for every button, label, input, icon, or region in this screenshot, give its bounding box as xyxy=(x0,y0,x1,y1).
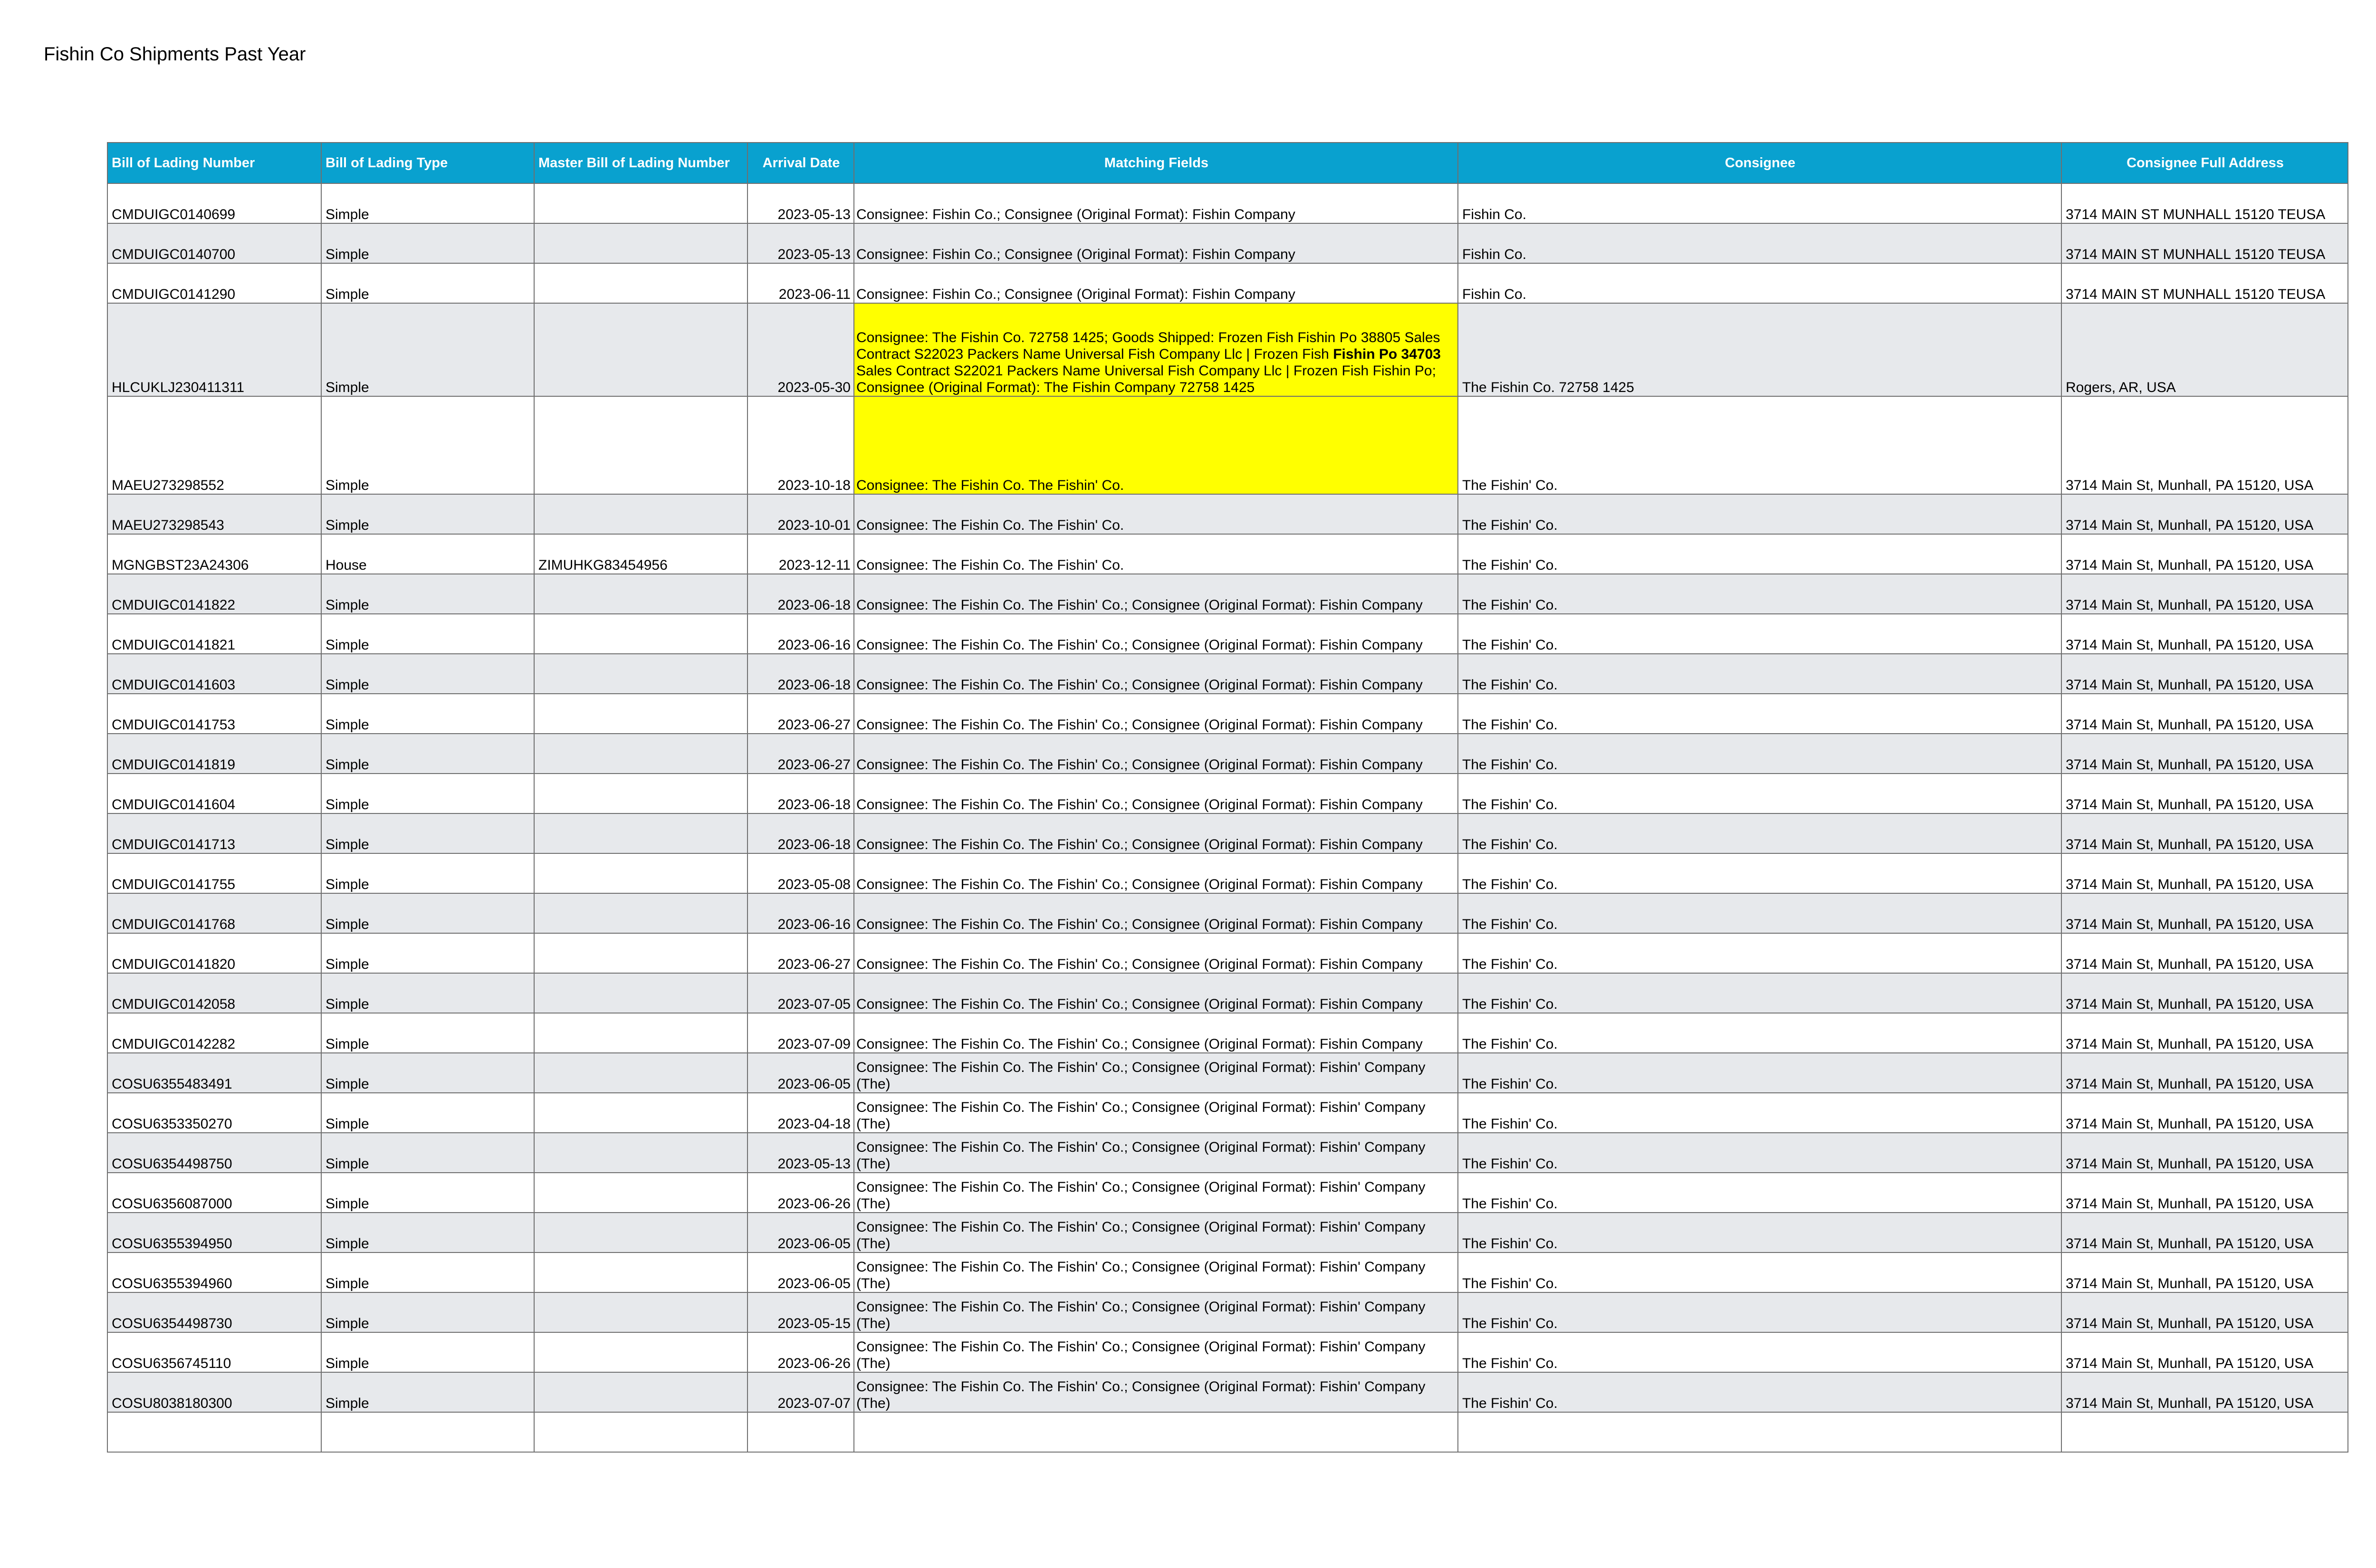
header-consignee[interactable]: Consignee xyxy=(1458,143,2061,183)
cell-arrival-date[interactable]: 2023-06-18 xyxy=(747,774,854,813)
header-arrival-date[interactable]: Arrival Date xyxy=(747,143,854,183)
cell-bol-type[interactable]: Simple xyxy=(321,1173,534,1213)
cell-matching-fields[interactable]: Consignee: Fishin Co.; Consignee (Original Format): Fishin Company xyxy=(854,183,1458,223)
cell-bol-type[interactable]: Simple xyxy=(321,1372,534,1412)
cell-master-bol[interactable] xyxy=(534,1372,747,1412)
cell-bol-type[interactable]: Simple xyxy=(321,1093,534,1133)
cell-consignee-address[interactable]: 3714 Main St, Munhall, PA 15120, USA xyxy=(2061,494,2348,534)
cell-consignee[interactable]: The Fishin' Co. xyxy=(1458,973,2061,1013)
cell-bol-type[interactable]: Simple xyxy=(321,774,534,813)
cell-consignee-address[interactable]: 3714 Main St, Munhall, PA 15120, USA xyxy=(2061,654,2348,694)
match-text: Sales Contract S22021 Packers Name Universal Fish Company Llc | Frozen Fish Fishin Po; Consignee (Original Format): The Fishin Company 72758 1425 xyxy=(856,363,1436,395)
cell-master-bol[interactable] xyxy=(534,973,747,1013)
cell-bol-number[interactable]: COSU6356745110 xyxy=(107,1332,321,1372)
cell-bol-type[interactable]: Simple xyxy=(321,1292,534,1332)
cell-bol-number[interactable]: CMDUIGC0141603 xyxy=(107,654,321,694)
cell-matching-fields[interactable]: Consignee: Fishin Co.; Consignee (Original Format): Fishin Company xyxy=(854,223,1458,263)
cell-bol-number[interactable]: CMDUIGC0141713 xyxy=(107,813,321,853)
cell-consignee-address[interactable]: 3714 Main St, Munhall, PA 15120, USA xyxy=(2061,774,2348,813)
table-row xyxy=(107,734,2348,774)
cell-arrival-date[interactable]: 2023-06-27 xyxy=(747,734,854,774)
cell-bol-number[interactable]: CMDUIGC0141819 xyxy=(107,734,321,774)
cell-bol-number[interactable]: CMDUIGC0141822 xyxy=(107,574,321,614)
cell-bol-number[interactable]: COSU6353350270 xyxy=(107,1093,321,1133)
cell-master-bol[interactable] xyxy=(534,1213,747,1252)
table-row xyxy=(107,534,2348,574)
cell-matching-fields[interactable]: Consignee: The Fishin Co. The Fishin' Co.; Consignee (Original Format): Fishin' Company (The) xyxy=(854,1053,1458,1093)
cell-master-bol[interactable] xyxy=(534,614,747,654)
cell-consignee[interactable]: The Fishin' Co. xyxy=(1458,1053,2061,1093)
cell-bol-type[interactable]: Simple xyxy=(321,1213,534,1252)
cell-master-bol[interactable]: ZIMUHKG83454956 xyxy=(534,534,747,574)
cell-arrival-date[interactable]: 2023-06-26 xyxy=(747,1332,854,1372)
table-row xyxy=(107,1292,2348,1332)
cell-arrival-date[interactable]: 2023-06-18 xyxy=(747,574,854,614)
cell-consignee-address[interactable]: 3714 Main St, Munhall, PA 15120, USA xyxy=(2061,534,2348,574)
table-row xyxy=(107,223,2348,263)
cell-consignee[interactable]: The Fishin' Co. xyxy=(1458,1332,2061,1372)
cell-bol-number[interactable]: CMDUIGC0140700 xyxy=(107,223,321,263)
cell-consignee-address[interactable]: 3714 Main St, Munhall, PA 15120, USA xyxy=(2061,1173,2348,1213)
cell-arrival-date[interactable]: 2023-05-13 xyxy=(747,1133,854,1173)
table-row xyxy=(107,853,2348,893)
cell-arrival-date[interactable]: 2023-07-09 xyxy=(747,1013,854,1053)
table-row xyxy=(107,1372,2348,1412)
cell-arrival-date[interactable]: 2023-07-05 xyxy=(747,973,854,1013)
cell-consignee[interactable]: The Fishin' Co. xyxy=(1458,1173,2061,1213)
cell-master-bol[interactable] xyxy=(534,263,747,303)
match-text-bold: Fishin Po 34703 xyxy=(1333,346,1441,362)
cell-consignee-address[interactable]: 3714 Main St, Munhall, PA 15120, USA xyxy=(2061,893,2348,933)
table-row xyxy=(107,654,2348,694)
cell-bol-type[interactable]: Simple xyxy=(321,654,534,694)
cell-arrival-date[interactable]: 2023-05-13 xyxy=(747,183,854,223)
cell-matching-fields[interactable]: Consignee: The Fishin Co. The Fishin' Co.; Consignee (Original Format): Fishin Company xyxy=(854,654,1458,694)
cell-consignee[interactable]: The Fishin' Co. xyxy=(1458,694,2061,734)
cell-bol-type[interactable]: Simple xyxy=(321,263,534,303)
cell-master-bol[interactable] xyxy=(534,694,747,734)
cell-bol-number[interactable]: COSU6355394950 xyxy=(107,1213,321,1252)
cell-master-bol[interactable] xyxy=(534,654,747,694)
cell-consignee-address[interactable]: 3714 Main St, Munhall, PA 15120, USA xyxy=(2061,574,2348,614)
cell-bol-number[interactable]: MAEU273298543 xyxy=(107,494,321,534)
cell-consignee[interactable]: Fishin Co. xyxy=(1458,223,2061,263)
cell-arrival-date[interactable]: 2023-06-26 xyxy=(747,1173,854,1213)
table-row xyxy=(107,1213,2348,1252)
table-row xyxy=(107,494,2348,534)
cell-bol-type[interactable]: Simple xyxy=(321,1332,534,1372)
cell-master-bol[interactable] xyxy=(534,893,747,933)
cell-matching-fields[interactable]: Consignee: The Fishin Co. The Fishin' Co.; Consignee (Original Format): Fishin Company xyxy=(854,1013,1458,1053)
cell-consignee-address[interactable]: 3714 MAIN ST MUNHALL 15120 TEUSA xyxy=(2061,183,2348,223)
table-row xyxy=(107,694,2348,734)
cell-bol-type[interactable]: Simple xyxy=(321,494,534,534)
cell-master-bol[interactable] xyxy=(534,1053,747,1093)
cell-bol-type[interactable]: Simple xyxy=(321,1013,534,1053)
cell-arrival-date[interactable]: 2023-05-08 xyxy=(747,853,854,893)
table-row xyxy=(107,614,2348,654)
table-header xyxy=(107,143,2348,183)
cell-matching-fields[interactable]: Consignee: The Fishin Co. The Fishin' Co.; Consignee (Original Format): Fishin Company xyxy=(854,933,1458,973)
cell-bol-number[interactable]: CMDUIGC0140699 xyxy=(107,183,321,223)
cell-consignee-address[interactable]: 3714 MAIN ST MUNHALL 15120 TEUSA xyxy=(2061,263,2348,303)
cell-master-bol[interactable] xyxy=(534,734,747,774)
cell-bol-number[interactable]: HLCUKLJ230411311 xyxy=(107,303,321,396)
table-row xyxy=(107,973,2348,1013)
cell-master-bol[interactable] xyxy=(534,774,747,813)
cell-matching-fields[interactable]: Consignee: Fishin Co.; Consignee (Original Format): Fishin Company xyxy=(854,263,1458,303)
cell-bol-type[interactable]: Simple xyxy=(321,1252,534,1292)
cell-matching-fields[interactable]: Consignee: The Fishin Co. The Fishin' Co.; Consignee (Original Format): Fishin Company xyxy=(854,813,1458,853)
cell-matching-fields-highlighted[interactable] xyxy=(854,303,1458,396)
cell-consignee-address[interactable]: 3714 Main St, Munhall, PA 15120, USA xyxy=(2061,734,2348,774)
cell-arrival-date[interactable]: 2023-07-07 xyxy=(747,1372,854,1412)
cell-master-bol[interactable] xyxy=(534,813,747,853)
cell-bol-type[interactable] xyxy=(321,1412,534,1452)
header-bol-type[interactable]: Bill of Lading Type xyxy=(321,143,534,183)
cell-consignee[interactable]: The Fishin Co. 72758 1425 xyxy=(1458,303,2061,396)
cell-consignee-address[interactable]: 3714 MAIN ST MUNHALL 15120 TEUSA xyxy=(2061,223,2348,263)
cell-matching-fields[interactable]: Consignee: The Fishin Co. The Fishin' Co.; Consignee (Original Format): Fishin Company xyxy=(854,973,1458,1013)
table-row xyxy=(107,1013,2348,1053)
cell-arrival-date[interactable]: 2023-12-11 xyxy=(747,534,854,574)
cell-matching-fields[interactable]: Consignee: The Fishin Co. The Fishin' Co.; Consignee (Original Format): Fishin' Company (The) xyxy=(854,1252,1458,1292)
cell-matching-fields[interactable]: Consignee: The Fishin Co. The Fishin' Co.; Consignee (Original Format): Fishin' Company (The) xyxy=(854,1332,1458,1372)
cell-bol-number[interactable]: CMDUIGC0141604 xyxy=(107,774,321,813)
cell-consignee[interactable]: The Fishin' Co. xyxy=(1458,853,2061,893)
cell-matching-fields[interactable]: Consignee: The Fishin Co. The Fishin' Co. xyxy=(854,534,1458,574)
table-row xyxy=(107,263,2348,303)
cell-matching-fields[interactable]: Consignee: The Fishin Co. The Fishin' Co.; Consignee (Original Format): Fishin' Company (The) xyxy=(854,1213,1458,1252)
cell-bol-number[interactable]: CMDUIGC0141753 xyxy=(107,694,321,734)
cell-bol-type[interactable]: Simple xyxy=(321,223,534,263)
cell-matching-fields-highlighted[interactable]: Consignee: The Fishin Co. The Fishin' Co. xyxy=(854,396,1458,494)
cell-bol-number[interactable]: CMDUIGC0141821 xyxy=(107,614,321,654)
cell-consignee[interactable]: The Fishin' Co. xyxy=(1458,1093,2061,1133)
cell-bol-type[interactable]: Simple xyxy=(321,813,534,853)
cell-matching-fields[interactable]: Consignee: The Fishin Co. The Fishin' Co.; Consignee (Original Format): Fishin' Company (The) xyxy=(854,1133,1458,1173)
cell-consignee[interactable]: The Fishin' Co. xyxy=(1458,1252,2061,1292)
cell-consignee[interactable]: The Fishin' Co. xyxy=(1458,1013,2061,1053)
cell-consignee-address[interactable]: 3714 Main St, Munhall, PA 15120, USA xyxy=(2061,1133,2348,1173)
cell-master-bol[interactable] xyxy=(534,933,747,973)
cell-consignee-address[interactable] xyxy=(2061,1412,2348,1452)
cell-arrival-date[interactable]: 2023-05-15 xyxy=(747,1292,854,1332)
cell-arrival-date[interactable]: 2023-05-30 xyxy=(747,303,854,396)
cell-matching-fields[interactable] xyxy=(854,1412,1458,1452)
cell-arrival-date[interactable]: 2023-06-05 xyxy=(747,1252,854,1292)
table-row xyxy=(107,1252,2348,1292)
cell-bol-number[interactable]: CMDUIGC0141768 xyxy=(107,893,321,933)
cell-consignee-address[interactable]: 3714 Main St, Munhall, PA 15120, USA xyxy=(2061,614,2348,654)
header-matching-fields[interactable]: Matching Fields xyxy=(854,143,1458,183)
cell-bol-number[interactable]: COSU6354498750 xyxy=(107,1133,321,1173)
cell-consignee-address[interactable]: 3714 Main St, Munhall, PA 15120, USA xyxy=(2061,973,2348,1013)
cell-bol-type[interactable]: Simple xyxy=(321,183,534,223)
cell-master-bol[interactable] xyxy=(534,574,747,614)
cell-consignee[interactable]: Fishin Co. xyxy=(1458,263,2061,303)
cell-arrival-date[interactable]: 2023-06-18 xyxy=(747,813,854,853)
cell-matching-fields[interactable]: Consignee: The Fishin Co. The Fishin' Co.; Consignee (Original Format): Fishin Company xyxy=(854,774,1458,813)
table-row xyxy=(107,183,2348,223)
cell-bol-type[interactable]: Simple xyxy=(321,614,534,654)
cell-bol-number[interactable]: COSU6356087000 xyxy=(107,1173,321,1213)
table-body xyxy=(107,183,2348,1452)
cell-bol-number[interactable]: MAEU273298552 xyxy=(107,396,321,494)
shipments-table xyxy=(107,142,2348,1453)
cell-bol-number[interactable]: CMDUIGC0142282 xyxy=(107,1013,321,1053)
cell-consignee-address[interactable]: 3714 Main St, Munhall, PA 15120, USA xyxy=(2061,1252,2348,1292)
header-consignee-address[interactable]: Consignee Full Address xyxy=(2061,143,2348,183)
table-row xyxy=(107,1173,2348,1213)
table-row xyxy=(107,1053,2348,1093)
cell-consignee-address[interactable]: 3714 Main St, Munhall, PA 15120, USA xyxy=(2061,1292,2348,1332)
cell-consignee[interactable]: The Fishin' Co. xyxy=(1458,933,2061,973)
cell-bol-number[interactable]: COSU6354498730 xyxy=(107,1292,321,1332)
cell-consignee[interactable]: Fishin Co. xyxy=(1458,183,2061,223)
table-row xyxy=(107,1093,2348,1133)
cell-arrival-date[interactable] xyxy=(747,1412,854,1452)
cell-arrival-date[interactable]: 2023-06-27 xyxy=(747,694,854,734)
header-master-bol[interactable]: Master Bill of Lading Number xyxy=(534,143,747,183)
cell-consignee[interactable]: The Fishin' Co. xyxy=(1458,534,2061,574)
cell-master-bol[interactable] xyxy=(534,183,747,223)
cell-matching-fields[interactable]: Consignee: The Fishin Co. The Fishin' Co.; Consignee (Original Format): Fishin Company xyxy=(854,853,1458,893)
table-row xyxy=(107,396,2348,494)
cell-consignee-address[interactable]: 3714 Main St, Munhall, PA 15120, USA xyxy=(2061,1213,2348,1252)
cell-consignee[interactable]: The Fishin' Co. xyxy=(1458,494,2061,534)
cell-bol-type[interactable]: Simple xyxy=(321,853,534,893)
cell-matching-fields[interactable]: Consignee: The Fishin Co. The Fishin' Co. xyxy=(854,494,1458,534)
cell-consignee-address[interactable]: 3714 Main St, Munhall, PA 15120, USA xyxy=(2061,853,2348,893)
cell-master-bol[interactable] xyxy=(534,1013,747,1053)
cell-consignee[interactable]: The Fishin' Co. xyxy=(1458,574,2061,614)
table-row xyxy=(107,1412,2348,1452)
cell-consignee[interactable] xyxy=(1458,1412,2061,1452)
cell-matching-fields[interactable]: Consignee: The Fishin Co. The Fishin' Co.; Consignee (Original Format): Fishin' Company (The) xyxy=(854,1093,1458,1133)
cell-matching-fields[interactable]: Consignee: The Fishin Co. The Fishin' Co.; Consignee (Original Format): Fishin' Company (The) xyxy=(854,1372,1458,1412)
cell-master-bol[interactable] xyxy=(534,494,747,534)
cell-matching-fields[interactable]: Consignee: The Fishin Co. The Fishin' Co.; Consignee (Original Format): Fishin Company xyxy=(854,734,1458,774)
cell-bol-number[interactable]: COSU6355483491 xyxy=(107,1053,321,1093)
cell-bol-type[interactable]: Simple xyxy=(321,303,534,396)
page-title: Fishin Co Shipments Past Year xyxy=(44,44,306,65)
cell-bol-type[interactable]: House xyxy=(321,534,534,574)
cell-matching-fields[interactable]: Consignee: The Fishin Co. The Fishin' Co.; Consignee (Original Format): Fishin' Company (The) xyxy=(854,1173,1458,1213)
cell-consignee[interactable]: The Fishin' Co. xyxy=(1458,1133,2061,1173)
cell-matching-fields[interactable]: Consignee: The Fishin Co. The Fishin' Co.; Consignee (Original Format): Fishin' Company (The) xyxy=(854,1292,1458,1332)
table-row xyxy=(107,813,2348,853)
cell-consignee[interactable]: The Fishin' Co. xyxy=(1458,734,2061,774)
cell-bol-type[interactable]: Simple xyxy=(321,973,534,1013)
cell-master-bol[interactable] xyxy=(534,1133,747,1173)
cell-master-bol[interactable] xyxy=(534,1252,747,1292)
cell-master-bol[interactable] xyxy=(534,1173,747,1213)
cell-consignee[interactable]: The Fishin' Co. xyxy=(1458,614,2061,654)
match-text: Consignee: The Fishin Co. 72758 1425; Goods Shipped: Frozen Fish Fishin Po 38805 Sales Contract S22023 Packers Name Universal Fish Company Llc | Frozen Fish xyxy=(856,330,1440,362)
cell-arrival-date[interactable]: 2023-05-13 xyxy=(747,223,854,263)
cell-consignee-address[interactable]: 3714 Main St, Munhall, PA 15120, USA xyxy=(2061,1053,2348,1093)
cell-bol-type[interactable]: Simple xyxy=(321,1133,534,1173)
table-row xyxy=(107,574,2348,614)
cell-bol-type[interactable]: Simple xyxy=(321,574,534,614)
cell-consignee[interactable]: The Fishin' Co. xyxy=(1458,893,2061,933)
cell-consignee-address[interactable]: Rogers, AR, USA xyxy=(2061,303,2348,396)
table-row xyxy=(107,893,2348,933)
cell-arrival-date[interactable]: 2023-04-18 xyxy=(747,1093,854,1133)
cell-master-bol[interactable] xyxy=(534,1332,747,1372)
cell-bol-number[interactable]: CMDUIGC0141290 xyxy=(107,263,321,303)
cell-arrival-date[interactable]: 2023-10-01 xyxy=(747,494,854,534)
cell-consignee-address[interactable]: 3714 Main St, Munhall, PA 15120, USA xyxy=(2061,694,2348,734)
cell-arrival-date[interactable]: 2023-06-27 xyxy=(747,933,854,973)
cell-bol-number[interactable]: CMDUIGC0141755 xyxy=(107,853,321,893)
table-row xyxy=(107,933,2348,973)
cell-bol-type[interactable]: Simple xyxy=(321,1053,534,1093)
cell-arrival-date[interactable]: 2023-06-05 xyxy=(747,1213,854,1252)
cell-arrival-date[interactable]: 2023-06-11 xyxy=(747,263,854,303)
cell-bol-number[interactable]: CMDUIGC0141820 xyxy=(107,933,321,973)
cell-bol-number[interactable]: MGNGBST23A24306 xyxy=(107,534,321,574)
cell-bol-type[interactable]: Simple xyxy=(321,734,534,774)
cell-consignee-address[interactable]: 3714 Main St, Munhall, PA 15120, USA xyxy=(2061,1013,2348,1053)
table-row xyxy=(107,1133,2348,1173)
cell-consignee[interactable]: The Fishin' Co. xyxy=(1458,1372,2061,1412)
cell-consignee-address[interactable]: 3714 Main St, Munhall, PA 15120, USA xyxy=(2061,933,2348,973)
cell-arrival-date[interactable]: 2023-06-05 xyxy=(747,1053,854,1093)
table-row xyxy=(107,1332,2348,1372)
cell-matching-fields[interactable]: Consignee: The Fishin Co. The Fishin' Co.; Consignee (Original Format): Fishin Company xyxy=(854,893,1458,933)
cell-consignee-address[interactable]: 3714 Main St, Munhall, PA 15120, USA xyxy=(2061,1372,2348,1412)
cell-matching-fields[interactable]: Consignee: The Fishin Co. The Fishin' Co.; Consignee (Original Format): Fishin Company xyxy=(854,614,1458,654)
cell-master-bol[interactable] xyxy=(534,853,747,893)
cell-bol-number[interactable]: COSU6355394960 xyxy=(107,1252,321,1292)
cell-bol-type[interactable]: Simple xyxy=(321,694,534,734)
cell-consignee[interactable]: The Fishin' Co. xyxy=(1458,396,2061,494)
cell-matching-fields[interactable]: Consignee: The Fishin Co. The Fishin' Co.; Consignee (Original Format): Fishin Company xyxy=(854,694,1458,734)
table-row xyxy=(107,774,2348,813)
cell-master-bol[interactable] xyxy=(534,223,747,263)
cell-consignee-address[interactable]: 3714 Main St, Munhall, PA 15120, USA xyxy=(2061,396,2348,494)
cell-arrival-date[interactable]: 2023-10-18 xyxy=(747,396,854,494)
cell-bol-type[interactable]: Simple xyxy=(321,933,534,973)
cell-consignee[interactable]: The Fishin' Co. xyxy=(1458,654,2061,694)
cell-bol-number[interactable]: CMDUIGC0142058 xyxy=(107,973,321,1013)
cell-master-bol[interactable] xyxy=(534,1093,747,1133)
cell-arrival-date[interactable]: 2023-06-16 xyxy=(747,614,854,654)
cell-master-bol[interactable] xyxy=(534,1412,747,1452)
cell-master-bol[interactable] xyxy=(534,396,747,494)
cell-consignee-address[interactable]: 3714 Main St, Munhall, PA 15120, USA xyxy=(2061,1093,2348,1133)
table-row xyxy=(107,303,2348,396)
cell-matching-fields[interactable]: Consignee: The Fishin Co. The Fishin' Co.; Consignee (Original Format): Fishin Company xyxy=(854,574,1458,614)
cell-arrival-date[interactable]: 2023-06-16 xyxy=(747,893,854,933)
cell-consignee[interactable]: The Fishin' Co. xyxy=(1458,774,2061,813)
cell-bol-number[interactable]: COSU8038180300 xyxy=(107,1372,321,1412)
cell-master-bol[interactable] xyxy=(534,303,747,396)
cell-consignee-address[interactable]: 3714 Main St, Munhall, PA 15120, USA xyxy=(2061,813,2348,853)
cell-consignee[interactable]: The Fishin' Co. xyxy=(1458,1292,2061,1332)
header-bol-number[interactable]: Bill of Lading Number xyxy=(107,143,321,183)
header-row xyxy=(107,143,2348,183)
cell-bol-type[interactable]: Simple xyxy=(321,893,534,933)
cell-bol-number[interactable] xyxy=(107,1412,321,1452)
cell-consignee[interactable]: The Fishin' Co. xyxy=(1458,813,2061,853)
cell-bol-type[interactable]: Simple xyxy=(321,396,534,494)
cell-consignee-address[interactable]: 3714 Main St, Munhall, PA 15120, USA xyxy=(2061,1332,2348,1372)
cell-arrival-date[interactable]: 2023-06-18 xyxy=(747,654,854,694)
cell-master-bol[interactable] xyxy=(534,1292,747,1332)
cell-consignee[interactable]: The Fishin' Co. xyxy=(1458,1213,2061,1252)
